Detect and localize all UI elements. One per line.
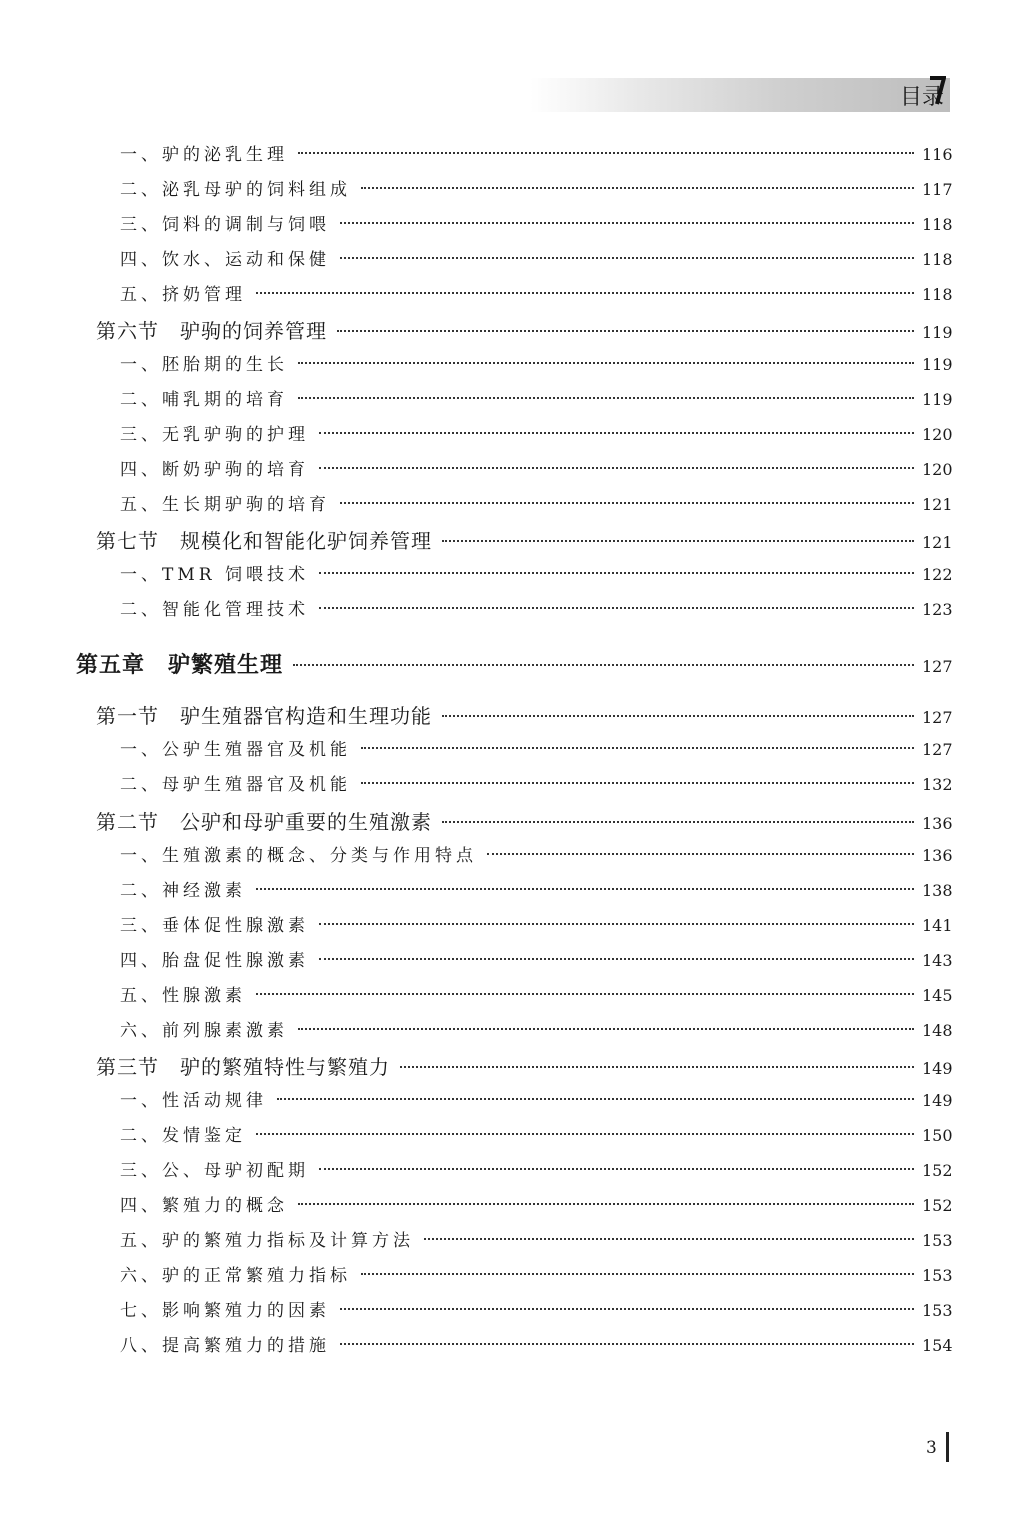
toc-section-label: 第二节 公驴和母驴重要的生殖激素: [96, 810, 432, 834]
toc-page-number: 117: [922, 180, 953, 199]
toc-section-label: 第一节 驴生殖器官构造和生理功能: [96, 704, 432, 728]
toc-page-number: 154: [922, 1336, 953, 1355]
toc-item-label: 六、驴的正常繁殖力指标: [120, 1266, 351, 1286]
toc-dot-leader: [340, 1308, 914, 1310]
toc-item-label: 一、驴的泌乳生理: [120, 145, 288, 165]
toc-item-row: [120, 981, 952, 1011]
toc-page-number: 143: [922, 951, 953, 970]
toc-chapter-label: 第五章 驴繁殖生理: [76, 653, 284, 678]
toc-section-row: [96, 525, 952, 555]
toc-item-row: [120, 385, 952, 415]
toc-page-number: 118: [922, 285, 953, 304]
toc-dot-leader: [361, 747, 914, 749]
toc-item-label: 一、胚胎期的生长: [120, 355, 288, 375]
toc-dot-leader: [487, 853, 914, 855]
toc-item-row: [120, 420, 952, 450]
toc-section-row: [96, 315, 952, 345]
toc-item-row: [120, 595, 952, 625]
toc-page-number: 127: [922, 657, 953, 676]
toc-section-label: 第六节 驴驹的饲养管理: [96, 319, 327, 343]
toc-item-row: [120, 1016, 952, 1046]
toc-section-label: 第三节 驴的繁殖特性与繁殖力: [96, 1055, 390, 1079]
toc-page-number: 145: [922, 986, 953, 1005]
toc-item-row: [120, 1086, 952, 1116]
toc-section-label: 第七节 规模化和智能化驴饲养管理: [96, 529, 432, 553]
toc-dot-leader: [340, 222, 914, 224]
toc-item-label: 一、性活动规律: [120, 1091, 267, 1111]
toc-chapter-row: [76, 648, 952, 678]
toc-page-number: 149: [922, 1091, 953, 1110]
toc-page-number: 120: [922, 425, 953, 444]
toc-dot-leader: [293, 664, 914, 666]
toc-dot-leader: [256, 888, 914, 890]
toc-dot-leader: [337, 330, 914, 332]
toc-page-number: 127: [922, 740, 953, 759]
toc-dot-leader: [361, 782, 914, 784]
toc-item-row: [120, 280, 952, 310]
toc-page-number: 120: [922, 460, 953, 479]
toc-item-label: 三、饲料的调制与饲喂: [120, 215, 330, 235]
toc-dot-leader: [319, 958, 914, 960]
toc-item-label: 五、生长期驴驹的培育: [120, 495, 330, 515]
toc-dot-leader: [319, 923, 914, 925]
toc-page-number: 127: [922, 708, 953, 727]
toc-page-number: 136: [922, 814, 953, 833]
toc-item-label: 五、挤奶管理: [120, 285, 246, 305]
toc-dot-leader: [319, 432, 914, 434]
toc-item-label: 四、饮水、运动和保健: [120, 250, 330, 270]
page-number: 3: [926, 1438, 937, 1458]
toc-item-row: [120, 911, 952, 941]
header-corner-mark-icon: [928, 76, 946, 106]
toc-dot-leader: [319, 467, 914, 469]
toc-item-row: [120, 490, 952, 520]
toc-item-row: [120, 1226, 952, 1256]
toc-item-row: [120, 1191, 952, 1221]
toc-page-number: 136: [922, 846, 953, 865]
toc-item-label: 四、繁殖力的概念: [120, 1196, 288, 1216]
toc-item-row: [120, 770, 952, 800]
toc-item-row: [120, 1261, 952, 1291]
toc-item-row: [120, 560, 952, 590]
toc-item-row: [120, 350, 952, 380]
toc-page-number: 153: [922, 1231, 953, 1250]
toc-page-number: 153: [922, 1301, 953, 1320]
toc-item-row: [120, 140, 952, 170]
toc-dot-leader: [340, 1343, 914, 1345]
toc-item-label: 五、驴的繁殖力指标及计算方法: [120, 1231, 414, 1251]
toc-item-label: 二、智能化管理技术: [120, 600, 309, 620]
toc-item-row: [120, 210, 952, 240]
toc-page-number: 119: [922, 323, 953, 342]
toc-item-label: 二、发情鉴定: [120, 1126, 246, 1146]
toc-page-number: 132: [922, 775, 953, 794]
toc-dot-leader: [442, 821, 914, 823]
toc-dot-leader: [298, 1028, 914, 1030]
toc-item-row: [120, 1331, 952, 1361]
toc-page-number: 118: [922, 215, 953, 234]
toc-item-row: [120, 841, 952, 871]
toc-dot-leader: [298, 1203, 914, 1205]
toc-dot-leader: [298, 397, 914, 399]
toc-item-row: [120, 946, 952, 976]
toc-item-label: 二、泌乳母驴的饲料组成: [120, 180, 351, 200]
toc-page-number: 118: [922, 250, 953, 269]
toc-dot-leader: [400, 1066, 914, 1068]
toc-item-row: [120, 455, 952, 485]
toc-item-label: 七、影响繁殖力的因素: [120, 1301, 330, 1321]
toc-dot-leader: [442, 715, 914, 717]
toc-item-label: 三、无乳驴驹的护理: [120, 425, 309, 445]
toc-item-row: [120, 1121, 952, 1151]
toc-dot-leader: [319, 572, 914, 574]
header-title-char-2: 录: [921, 84, 944, 110]
toc-item-label: 一、TMR 饲喂技术: [120, 565, 309, 585]
toc-item-label: 三、公、母驴初配期: [120, 1161, 309, 1181]
toc-page-number: 152: [922, 1161, 953, 1180]
toc-item-row: [120, 1296, 952, 1326]
toc-item-label: 六、前列腺素激素: [120, 1021, 288, 1041]
toc-page-number: 153: [922, 1266, 953, 1285]
page-number-bar: [946, 1432, 949, 1462]
toc-dot-leader: [424, 1238, 914, 1240]
header-title-char-1: 目: [899, 84, 922, 110]
toc-dot-leader: [256, 1133, 914, 1135]
toc-dot-leader: [361, 187, 914, 189]
toc-dot-leader: [298, 152, 914, 154]
toc-item-label: 四、胎盘促性腺激素: [120, 951, 309, 971]
toc-page-number: 119: [922, 390, 953, 409]
toc-page-number: 116: [922, 145, 953, 164]
toc-section-row: [96, 1051, 952, 1081]
toc-dot-leader: [256, 292, 914, 294]
toc-item-label: 一、生殖激素的概念、分类与作用特点: [120, 846, 477, 866]
toc-section-row: [96, 700, 952, 730]
page-header-title: [0, 80, 944, 110]
toc-dot-leader: [256, 993, 914, 995]
toc-dot-leader: [319, 607, 914, 609]
toc-dot-leader: [298, 362, 914, 364]
toc-page-number: 152: [922, 1196, 953, 1215]
toc-item-label: 一、公驴生殖器官及机能: [120, 740, 351, 760]
toc-item-row: [120, 1156, 952, 1186]
toc-dot-leader: [319, 1168, 914, 1170]
toc-item-row: [120, 175, 952, 205]
toc-dot-leader: [361, 1273, 914, 1275]
toc-item-label: 五、性腺激素: [120, 986, 246, 1006]
toc-item-label: 二、神经激素: [120, 881, 246, 901]
toc-item-label: 四、断奶驴驹的培育: [120, 460, 309, 480]
toc-dot-leader: [340, 502, 914, 504]
toc-page-number: 149: [922, 1059, 953, 1078]
toc-page-number: 123: [922, 600, 953, 619]
toc-page-number: 148: [922, 1021, 953, 1040]
toc-item-row: [120, 876, 952, 906]
toc-page-number: 122: [922, 565, 953, 584]
toc-item-label: 二、母驴生殖器官及机能: [120, 775, 351, 795]
toc-dot-leader: [277, 1098, 914, 1100]
toc-page-number: 121: [922, 533, 953, 552]
toc-page-number: 138: [922, 881, 953, 900]
toc-page-number: 121: [922, 495, 953, 514]
toc-item-label: 八、提高繁殖力的措施: [120, 1336, 330, 1356]
toc-page-number: 141: [922, 916, 953, 935]
toc-dot-leader: [340, 257, 914, 259]
toc-page-number: 150: [922, 1126, 953, 1145]
toc-dot-leader: [442, 540, 914, 542]
toc-item-row: [120, 735, 952, 765]
toc-item-row: [120, 245, 952, 275]
toc-item-label: 二、哺乳期的培育: [120, 390, 288, 410]
toc-page-number: 119: [922, 355, 953, 374]
toc-item-label: 三、垂体促性腺激素: [120, 916, 309, 936]
toc-section-row: [96, 806, 952, 836]
